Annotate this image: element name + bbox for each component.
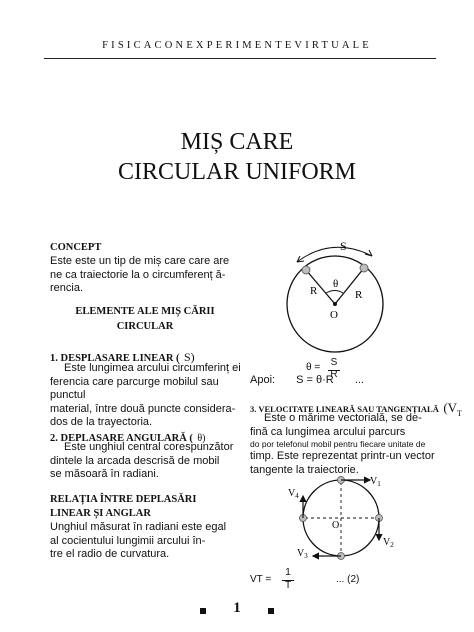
circle-diagram-2 xyxy=(280,470,405,566)
mobile-point-b xyxy=(360,264,368,272)
mobile-point-a xyxy=(302,266,310,274)
center-point xyxy=(333,302,337,306)
concept-text xyxy=(50,255,250,296)
angle-arc xyxy=(326,291,343,294)
fraction-denominator: R xyxy=(330,369,338,380)
relation-heading-1: RELAȚIA ÎNTRE DEPLASĂRI xyxy=(50,494,197,505)
relation-line: al cocientului lungimii arcului în- xyxy=(50,534,206,547)
formula-arc-length: Apoi: S = θ·R ... xyxy=(250,374,364,386)
radius-label-right: R xyxy=(355,289,363,301)
footer-bullet-left xyxy=(200,608,206,614)
footer-bullet-right xyxy=(268,608,274,614)
page-number: 1 xyxy=(233,600,241,616)
angle-label: θ xyxy=(333,278,339,290)
formula-velocity: VT = 1 T ... (2) xyxy=(250,567,360,591)
section1-line: Este lungimea arcului circumferinț ei xyxy=(64,362,241,374)
center-label-2: O xyxy=(332,520,340,531)
v2-label: $V_2$ xyxy=(383,537,394,549)
section1-line: ferencia care parcurge mobilul sau punctul xyxy=(50,375,219,401)
section2-text xyxy=(50,441,255,482)
section3-line: do por telefonul mobil pentru fiecare unitate de xyxy=(250,439,426,449)
section2-line: dintele la arcada descrisă de mobil xyxy=(50,454,220,467)
section2-line: se măsoară în radiani. xyxy=(50,468,159,480)
running-header: FISICACONEXPERIMENTEVIRTUALE xyxy=(102,40,372,51)
concept-line: ne ca traiectorie la o circumferenț ă- xyxy=(50,268,226,281)
radius-label-left: R xyxy=(310,285,318,297)
section1-heading: 1. DESPLASARE LINEAR ( S) xyxy=(50,350,195,364)
concept-heading: CONCEPT xyxy=(50,242,102,253)
page-title-line2: CIRCULAR UNIFORM xyxy=(117,159,357,185)
header-rule xyxy=(44,58,436,59)
section3-line: fină ca lungimea arcului parcurs xyxy=(250,425,406,438)
v4-label: $V_4$ xyxy=(288,488,299,500)
relation-line: Unghiul măsurat în radiani este egal xyxy=(50,521,227,533)
section3-heading: 3. VELOCITATE LINEARĂ SAU TANGENȚIALĂ ($V_T$ xyxy=(250,400,462,419)
elements-heading-1: ELEMENTE ALE MIȘ CĂRII xyxy=(75,306,215,317)
fraction-numerator: S xyxy=(328,356,340,371)
section1-line: material, între două puncte considera- xyxy=(50,402,236,415)
equation-number: ... (2) xyxy=(336,574,360,585)
arc-label: S xyxy=(340,239,347,253)
v3-label: $V_3$ xyxy=(297,548,308,560)
section2-heading: 2. DEPLASARE ANGULARĂ ( θ) xyxy=(50,433,206,444)
elements-heading-2: CIRCULAR xyxy=(116,321,174,332)
section3-line: Este o mărime vectorială, se de- xyxy=(264,412,422,424)
relation-text xyxy=(50,521,255,562)
circle-diagram-1 xyxy=(280,236,410,356)
fraction-denominator: T xyxy=(284,580,292,591)
section3-line: tangente la traiectorie. xyxy=(250,463,359,476)
section2-line: Este unghiul central corespunzător xyxy=(64,441,234,453)
relation-line: tre el radio de curvatura. xyxy=(50,548,170,560)
page-title-line1: MIȘ CARE xyxy=(180,129,294,155)
section3-line: timp. Este reprezentat printr-un vector xyxy=(250,450,435,462)
velocity-symbol: (V xyxy=(443,400,458,415)
section3-text xyxy=(250,412,440,477)
fraction-numerator: 1 xyxy=(282,566,294,581)
displacement-symbol: S) xyxy=(183,350,195,364)
section1-text xyxy=(50,362,255,430)
relation-heading-2: LINEAR ȘI ANGLAR xyxy=(50,508,151,519)
concept-line: rencia. xyxy=(50,282,84,294)
angle-symbol: θ) xyxy=(197,433,206,444)
center-label: O xyxy=(330,309,338,321)
section1-line: dos de la trayectoria. xyxy=(50,416,153,428)
arc-length-indicator xyxy=(297,247,372,262)
v1-label: $V_1$ xyxy=(370,476,381,488)
concept-line: Este este un tip de miș care care are xyxy=(50,255,230,267)
